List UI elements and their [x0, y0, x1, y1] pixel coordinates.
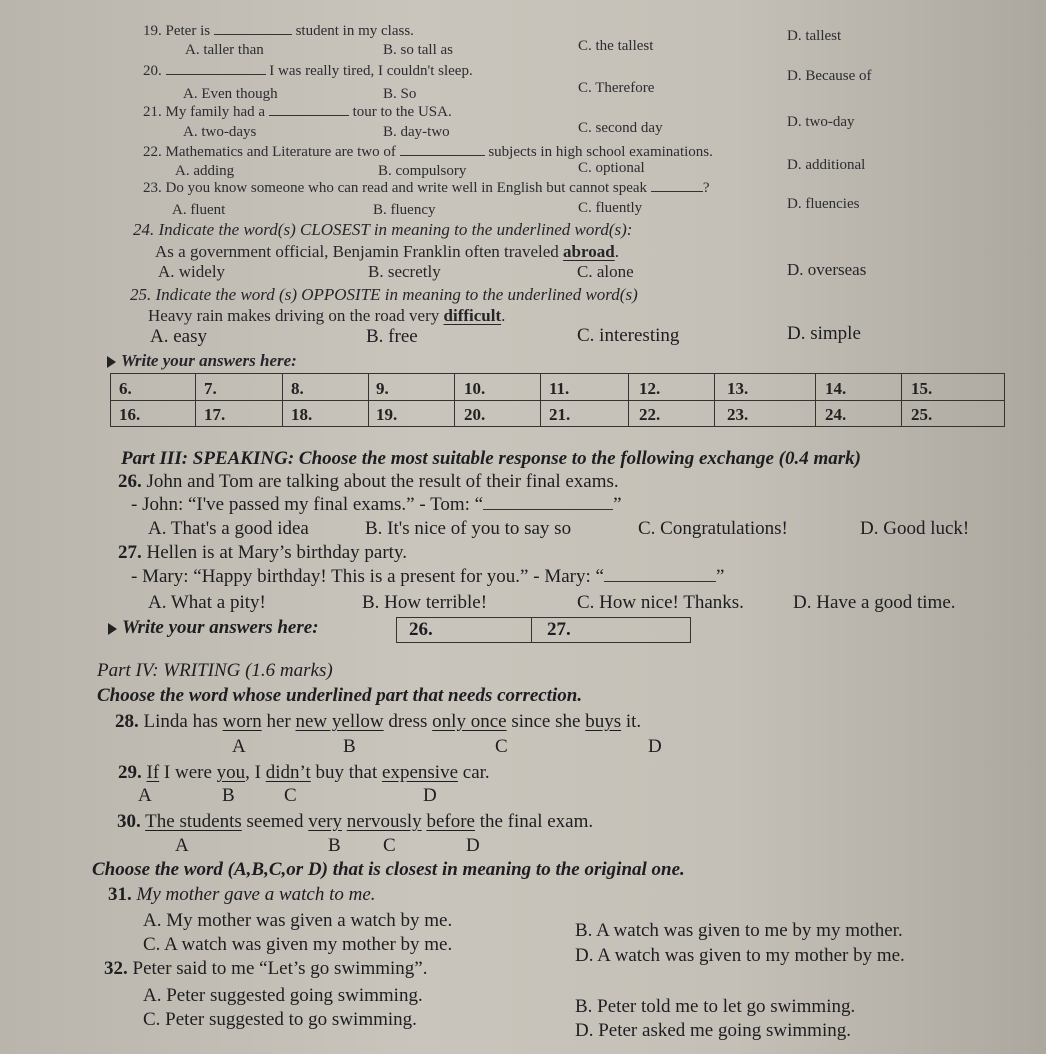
q31-option-b: B. A watch was given to me by my mother. [575, 920, 903, 941]
q32-option-b: B. Peter told me to let go swimming. [575, 996, 856, 1017]
q28-letter-b: B [343, 736, 356, 757]
answers-label: Write your answers here: [107, 351, 297, 371]
q31-option-d: D. A watch was given to my mother by me. [575, 945, 905, 966]
answer-cell[interactable]: 24. [825, 405, 847, 424]
q25-option-c: C. interesting [577, 325, 680, 346]
q22-stem: 22. Mathematics and Literature are two of subjects in high school examinations. [143, 144, 713, 160]
q19-option-c: C. the tallest [578, 38, 654, 54]
q30-letter-c: C [383, 835, 396, 856]
answer-cell[interactable]: 20. [464, 405, 486, 424]
q26-option-d: D. Good luck! [860, 518, 970, 539]
q22-option-d: D. additional [787, 157, 866, 173]
answer-cell[interactable]: 6. [119, 379, 132, 398]
q30-letter-a: A [175, 835, 189, 856]
answer-cell[interactable]: 14. [825, 379, 847, 398]
q31-option-a: A. My mother was given a watch by me. [143, 910, 453, 931]
q21-option-b: B. day-two [383, 124, 450, 140]
part4-title: Part IV: WRITING (1.6 marks) [97, 660, 333, 681]
q27-option-a: A. What a pity! [148, 592, 266, 613]
q22-option-b: B. compulsory [378, 163, 467, 179]
answer-cell[interactable]: 19. [376, 405, 398, 424]
q25-option-b: B. free [366, 326, 418, 347]
q24-instruction: 24. Indicate the word(s) CLOSEST in meaning to the underlined word(s): [133, 220, 633, 239]
q24-option-b: B. secretly [368, 262, 441, 281]
answer-cell[interactable]: 8. [291, 379, 304, 398]
q22-option-a: A. adding [175, 163, 235, 179]
q32-option-c: C. Peter suggested to go swimming. [143, 1009, 417, 1030]
instruction-closest: Choose the word (A,B,C,or D) that is closest in meaning to the original one. [92, 859, 685, 880]
part3-title: Part III: SPEAKING: Choose the most suitable response to the following exchange (0.4 mark) [121, 448, 862, 469]
q29-letter-d: D [423, 785, 437, 806]
q32-option-d: D. Peter asked me going swimming. [575, 1020, 851, 1041]
answer-grid [110, 373, 1005, 427]
answer-cell[interactable]: 13. [727, 379, 749, 398]
q28-sentence: 28. Linda has worn her new yellow dress only once since she buys it. [115, 711, 642, 732]
answer-cell[interactable]: 7. [204, 379, 217, 398]
q26-dialogue: - John: “I've passed my final exams.” - Tom: “ ” [131, 494, 622, 515]
q21-option-c: C. second day [578, 120, 663, 136]
part4-instruction: Choose the word whose underlined part that needs correction. [97, 685, 583, 706]
q26-option-b: B. It's nice of you to say so [365, 518, 572, 539]
answers2-box [396, 617, 691, 643]
answer-cell[interactable]: 23. [727, 405, 749, 424]
q23-stem: 23. Do you know someone who can read and write well in English but cannot speak ? [143, 180, 710, 196]
q25-instruction: 25. Indicate the word (s) OPPOSITE in meaning to the underlined word(s) [130, 285, 638, 304]
arrow-right-icon [108, 623, 117, 635]
q24-option-c: C. alone [577, 262, 634, 281]
q30-sentence: 30. The students seemed very nervously before the final exam. [117, 811, 594, 832]
arrow-right-icon [107, 356, 116, 368]
q27-dialogue: - Mary: “Happy birthday! This is a present for you.” - Mary: “ ” [131, 566, 725, 587]
q29-letter-b: B [222, 785, 235, 806]
answer-cell[interactable]: 15. [911, 379, 933, 398]
q25-sentence: Heavy rain makes driving on the road very difficult. [148, 306, 506, 325]
q32-stem: 32. Peter said to me “Let’s go swimming”. [104, 958, 428, 979]
q19-stem: 19. Peter is student in my class. [143, 23, 414, 39]
answer-cell[interactable]: 27. [547, 619, 571, 640]
q25-option-a: A. easy [150, 326, 207, 347]
q20-option-d: D. Because of [787, 68, 872, 84]
q19-option-a: A. taller than [185, 42, 264, 58]
q21-stem: 21. My family had a tour to the USA. [143, 104, 452, 120]
answer-cell[interactable]: 18. [291, 405, 313, 424]
answer-cell[interactable]: 22. [639, 405, 661, 424]
q26-stem: 26. John and Tom are talking about the result of their final exams. [118, 471, 619, 492]
answer-cell[interactable]: 9. [376, 379, 389, 398]
q24-sentence: As a government official, Benjamin Franklin often traveled abroad. [155, 242, 619, 261]
q24-option-a: A. widely [158, 262, 226, 281]
q23-option-a: A. fluent [172, 202, 226, 218]
q23-option-d: D. fluencies [787, 196, 860, 212]
answer-cell[interactable]: 25. [911, 405, 933, 424]
q28-letter-a: A [232, 736, 246, 757]
q20-stem: 20. I was really tired, I couldn't sleep. [143, 63, 473, 79]
q19-option-b: B. so tall as [383, 42, 453, 58]
q29-letter-c: C [284, 785, 297, 806]
q28-letter-c: C [495, 736, 508, 757]
q26-option-a: A. That's a good idea [148, 518, 309, 539]
answer-cell[interactable]: 17. [204, 405, 226, 424]
q21-option-d: D. two-day [787, 114, 855, 130]
answer-cell[interactable]: 21. [549, 405, 571, 424]
q32-option-a: A. Peter suggested going swimming. [143, 985, 423, 1006]
q20-option-a: A. Even though [183, 86, 278, 102]
q22-option-c: C. optional [578, 160, 645, 176]
q21-option-a: A. two-days [183, 124, 257, 140]
q20-option-b: B. So [383, 86, 417, 102]
answers2-label: Write your answers here: [108, 617, 319, 639]
q19-option-d: D. tallest [787, 28, 842, 44]
q26-option-c: C. Congratulations! [638, 518, 788, 539]
q27-option-c: C. How nice! Thanks. [577, 592, 744, 613]
answer-cell[interactable]: 10. [464, 379, 486, 398]
answer-cell[interactable]: 26. [409, 619, 433, 640]
q27-stem: 27. Hellen is at Mary’s birthday party. [118, 542, 407, 563]
q20-option-c: C. Therefore [578, 80, 655, 96]
q31-stem: 31. My mother gave a watch to me. [108, 884, 376, 905]
q27-option-d: D. Have a good time. [793, 592, 956, 613]
q24-option-d: D. overseas [787, 260, 867, 279]
q25-option-d: D. simple [787, 323, 861, 344]
q29-letter-a: A [138, 785, 152, 806]
q29-sentence: 29. If I were you, I didn’t buy that expensive car. [118, 762, 490, 783]
q28-letter-d: D [648, 736, 662, 757]
answer-cell[interactable]: 11. [549, 379, 570, 398]
q30-letter-d: D [466, 835, 480, 856]
q27-option-b: B. How terrible! [362, 592, 488, 613]
q23-option-b: B. fluency [373, 202, 436, 218]
q31-option-c: C. A watch was given my mother by me. [143, 934, 453, 955]
answer-cell[interactable]: 16. [119, 405, 141, 424]
answer-cell[interactable]: 12. [639, 379, 661, 398]
q23-option-c: C. fluently [578, 200, 643, 216]
q30-letter-b: B [328, 835, 341, 856]
